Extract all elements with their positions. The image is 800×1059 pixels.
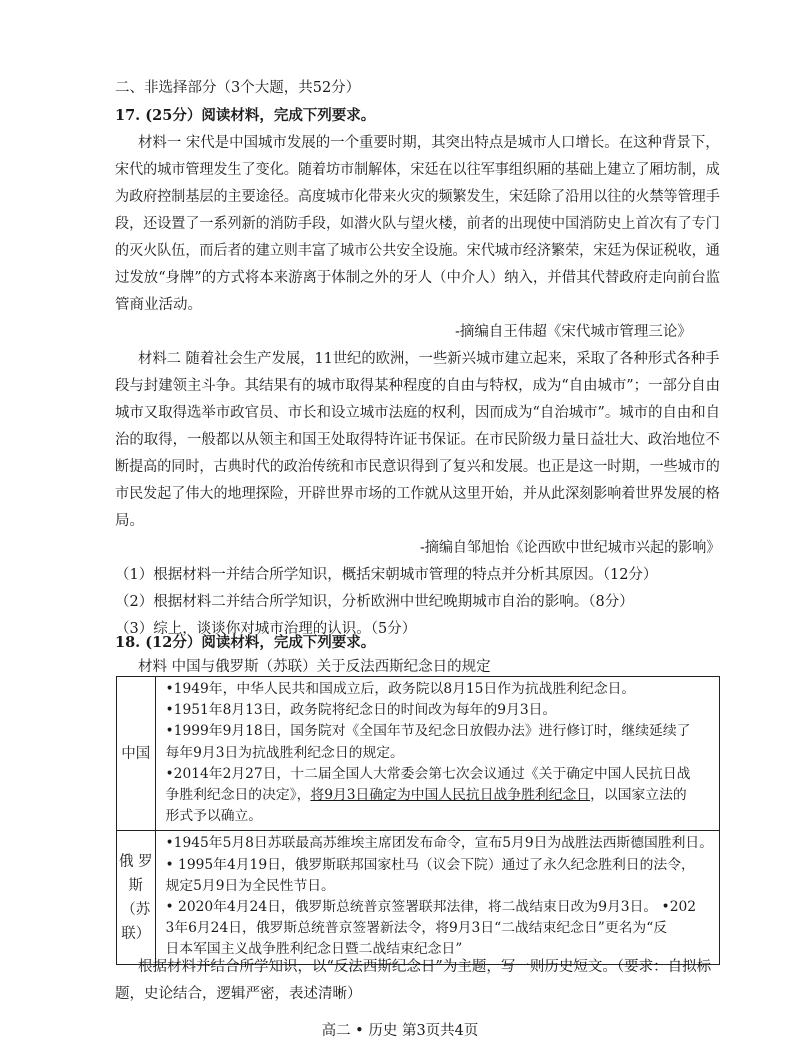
q17-m1-line: 为政府控制基层的主要途径。高度城市化带来火灾的频繁发生，宋廷除了沿用以往的火禁等管理手 [115, 189, 720, 205]
china-line-part: 争胜利纪念日的决定》， [165, 787, 311, 804]
q18-prompt: 根据材料并结合所学知识，以“反法西斯纪念日”为主题，写一则历史短文。（要求：自拟标 [138, 959, 712, 975]
russia-line: • 1995年4月19日，俄罗斯联邦国家杜马（议会下院）通过了永久纪念胜利日的法令， [165, 856, 695, 873]
q17-m1-line: 过发放“身牌”的方式将本来游离于体制之外的牙人（中介人）纳入，并借其代替政府走向前台监 [115, 270, 721, 286]
q17-m1-line: 材料一 宋代是中国城市发展的一个重要时期，其突出特点是城市人口增长。在这种背景下， [138, 135, 720, 151]
russia-line: •1945年5月8日苏联最高苏维埃主席团发布命令，宣布5月9日为战胜法西斯德国胜利日。 [165, 835, 713, 852]
china-line: 形式予以确立。 [165, 808, 263, 825]
russia-content [155, 831, 719, 964]
china-line: •2014年2月27日，十二届全国人大常委会第七次会议通过《关于确定中国人民抗日战 [165, 765, 691, 782]
q17-question: （1）根据材料一并结合所学知识，概括宋朝城市管理的特点并分析其原因。（12分） [115, 567, 658, 583]
country-label-part: 俄 罗 [118, 853, 153, 870]
china-line [166, 785, 713, 806]
q17-m1-line: 的灭火队伍，而后者的建立则丰富了城市公共安全设施。宋代城市经济繁荣，宋廷为保证税收，通 [115, 243, 720, 259]
china-line: 每年9月3日为抗战胜利纪念日的规定。 [165, 744, 404, 761]
q18-heading: 18. (12分）阅读材料，完成下列要求。 [115, 634, 376, 651]
china-line: •1949年，中华人民共和国成立后，政务院以8月15日作为抗战胜利纪念日。 [165, 681, 636, 697]
country-label-part: 斯（苏 [121, 877, 151, 918]
china-line-part: ，以国家立法的 [590, 787, 687, 804]
q17-m2-line: 断提高的同时，古典时代的政治传统和市民意识得到了复兴和发展。也正是这一时期，一些城市的 [115, 459, 720, 475]
q17-m2-source: -摘编自邹旭怡《论西欧中世纪城市兴起的影响》 [420, 540, 721, 556]
q17-m2-line: 局。 [115, 513, 144, 529]
q17-m2-line: 市民发起了伟大的地理探险，开辟世界市场的工作就从这里开始，并从此深刻影响着世界发展的格 [115, 486, 720, 502]
country-label-china: 中国 [117, 677, 156, 831]
q17-m2-line: 材料二 随着社会生产发展，11世纪的欧洲，一些新兴城市建立起来，采取了各种形式各种手 [138, 351, 720, 367]
russia-line: 日本军国主义战争胜利纪念日暨二战结束纪念日” [165, 941, 463, 958]
country-label-part: 联） [121, 925, 151, 942]
table-row-russia [117, 831, 720, 964]
q18-prompt: 题，史论结合，逻辑严密，表述清晰） [115, 986, 362, 1002]
russia-line: 3年6月24日，俄罗斯总统普京签署新法令，将9月3日“二战结束纪念日”更名为“反 [165, 920, 668, 937]
china-content [155, 677, 719, 831]
q17-m1-line: 管商业活动。 [115, 297, 202, 313]
q17-question: （2）根据材料二并结合所学知识，分析欧洲中世纪晚期城市自治的影响。（8分） [115, 594, 634, 610]
q17-m1-line: 宋代的城市管理发生了变化。随着坊市制解体，宋廷在以往军事组织厢的基础上建立了厢坊制，成 [115, 162, 720, 178]
russia-line: • 2020年4月24日，俄罗斯总统普京签署联邦法律，将二战结束日改为9月3日。 •202 [165, 899, 697, 916]
q18-material-title: 材料 中国与俄罗斯（苏联）关于反法西斯纪念日的规定 [138, 659, 491, 675]
q17-m2-line: 治的取得，一般都以从领主和国王处取得特许证书保证。在市民阶级力量日益壮大、政治地位不 [115, 432, 720, 448]
country-label-russia [117, 831, 156, 964]
china-line: •1951年8月13日，政务院将纪念日的时间改为每年的9月3日。 [165, 702, 557, 719]
china-line-underlined: 将9月3日确定为中国人民抗日战争胜利纪念日 [310, 787, 591, 804]
china-line: •1999年9月18日，国务院对《全国年节及纪念日放假办法》进行修订时，继续延续了 [165, 723, 691, 740]
russia-line: 规定5月9日为全民性节日。 [165, 877, 335, 894]
section-title: 二、非选择部分（3个大题，共52分） [115, 80, 361, 96]
memorial-day-table [116, 676, 720, 965]
q17-heading: 17. (25分）阅读材料，完成下列要求。 [115, 107, 376, 124]
q17-m1-line: 段，还设置了一系列新的消防手段，如潜火队与望火楼，前者的出现使中国消防史上首次有了专门 [115, 216, 720, 232]
q17-m1-source: -摘编自王伟超《宋代城市管理三论》 [455, 324, 692, 340]
q17-m2-line: 城市又取得选举市政官员、市长和设立城市法庭的权利，因而成为“自治城市”。城市的自由和自 [115, 405, 721, 421]
q17-m2-line: 段与封建领主斗争。其结果有的城市取得某种程度的自由与特权，成为“自由城市”；一部分自由 [115, 378, 721, 394]
q17-question: （3）综上，谈谈你对城市治理的认识。（5分） [115, 621, 417, 637]
page-footer: 高二 • 历史 第3页共4页 [321, 1023, 479, 1039]
table-row-china [117, 677, 720, 831]
